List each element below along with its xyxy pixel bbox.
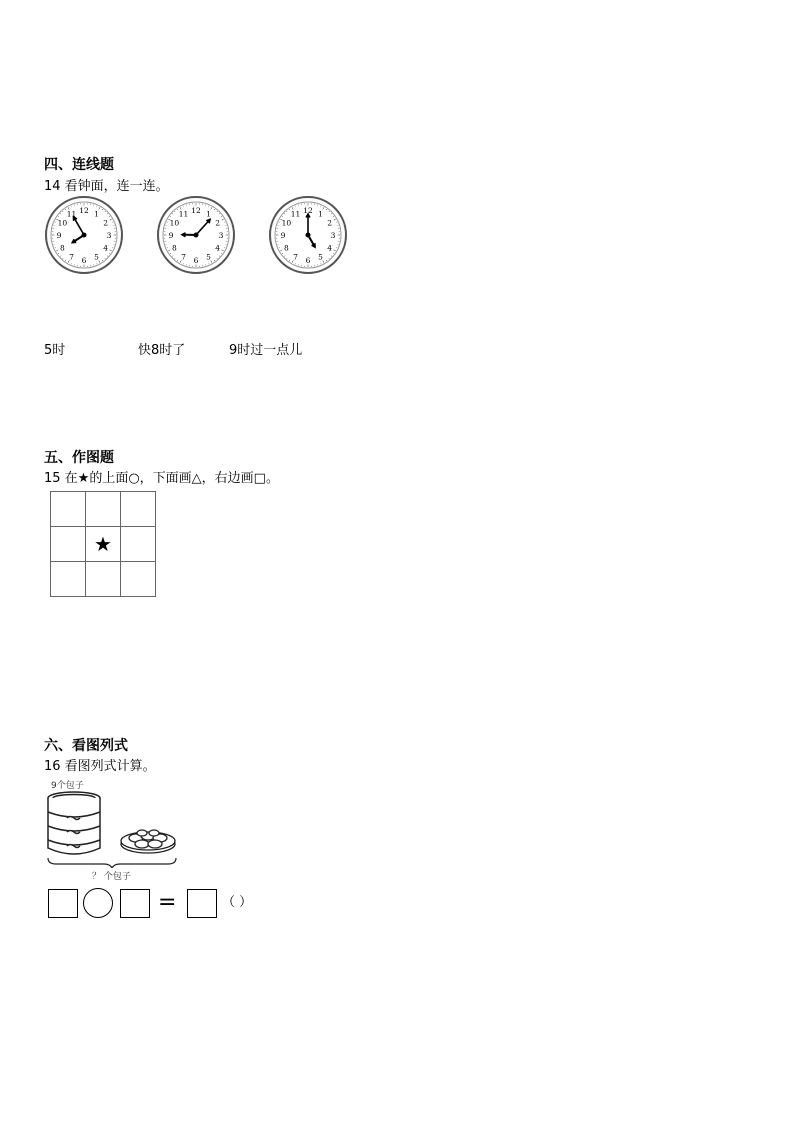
drawing-grid xyxy=(50,491,156,597)
section-5-title: 五、作图题 xyxy=(44,450,114,466)
clock-number: 8 xyxy=(59,243,65,253)
clock-number: 12 xyxy=(303,206,313,215)
clock-number: 1 xyxy=(94,209,99,219)
clock-number: 6 xyxy=(193,256,199,265)
clock-number: 5 xyxy=(318,252,323,262)
clock-number: 10 xyxy=(57,218,68,228)
clock-number: 3 xyxy=(106,231,112,240)
clock-number: 4 xyxy=(327,243,333,253)
clock-number: 7 xyxy=(293,252,298,262)
clock-number: 8 xyxy=(171,243,177,253)
match-label-5: 5时 xyxy=(44,343,66,358)
clock-2 xyxy=(156,195,236,275)
clock-number: 11 xyxy=(178,209,189,219)
clock-number: 1 xyxy=(206,209,211,219)
clock-center-pin xyxy=(306,233,311,238)
bun-plate-icon xyxy=(121,830,175,853)
grid-cell[interactable] xyxy=(51,492,86,527)
clock-number: 6 xyxy=(81,256,87,265)
clock-number: 7 xyxy=(181,252,186,262)
section-4-title: 四、连线题 xyxy=(44,157,114,173)
clock-number: 6 xyxy=(305,256,311,265)
steamer-basket-icon xyxy=(48,792,100,854)
star-icon: ★ xyxy=(86,527,121,562)
clock-number: 5 xyxy=(206,252,211,262)
clock-number: 11 xyxy=(66,209,77,219)
question-16-text: 16 看图列式计算。 xyxy=(44,759,156,774)
answer-box-result[interactable] xyxy=(187,889,217,918)
clock-number: 9 xyxy=(280,231,286,240)
clock-number: 11 xyxy=(290,209,301,219)
clock-number: 9 xyxy=(168,231,174,240)
match-label-almost-8: 快8时了 xyxy=(138,343,186,358)
grid-cell[interactable] xyxy=(121,562,156,597)
clock-number: 7 xyxy=(69,252,74,262)
section-6-title: 六、看图列式 xyxy=(44,738,128,754)
grid-cell-right-of-star[interactable] xyxy=(121,527,156,562)
grid-cell-above-star[interactable] xyxy=(86,492,121,527)
clock-number: 10 xyxy=(169,218,180,228)
clock-number: 3 xyxy=(218,231,224,240)
brace-icon xyxy=(48,858,176,868)
clock-1 xyxy=(44,195,124,275)
clock-center-pin xyxy=(82,233,87,238)
clock-3 xyxy=(268,195,348,275)
clock-number: 1 xyxy=(318,209,323,219)
clock-number: 4 xyxy=(215,243,221,253)
clock-number: 2 xyxy=(215,218,221,228)
clock-number: 4 xyxy=(103,243,109,253)
clock-number: 10 xyxy=(281,218,292,228)
clock-number: 3 xyxy=(330,231,336,240)
question-15-text: 15 在★的上面○，下面画△，右边画□。 xyxy=(44,471,279,486)
clock-number: 12 xyxy=(79,206,89,215)
clock-number: 9 xyxy=(56,231,62,240)
clock-number: 8 xyxy=(283,243,289,253)
operator-circle[interactable] xyxy=(83,888,113,918)
grid-cell[interactable] xyxy=(51,562,86,597)
clock-center-pin xyxy=(194,233,199,238)
question-14-text: 14 看钟面，连一连。 xyxy=(44,179,169,194)
equals-sign: = xyxy=(158,890,177,915)
grid-cell-below-star[interactable] xyxy=(86,562,121,597)
answer-box-1[interactable] xyxy=(48,889,78,918)
steamer-illustration xyxy=(44,788,184,872)
grid-cell[interactable] xyxy=(51,527,86,562)
answer-box-2[interactable] xyxy=(120,889,150,918)
top-label-9-buns: 9个包子 xyxy=(51,781,84,791)
clock-number: 12 xyxy=(191,206,201,215)
clock-number: 2 xyxy=(103,218,109,228)
clock-number: 5 xyxy=(94,252,99,262)
grid-cell[interactable] xyxy=(121,492,156,527)
unit-parentheses[interactable]: （ ） xyxy=(222,895,253,910)
match-label-past-9: 9时过一点儿 xyxy=(229,343,303,358)
bottom-label-unknown-buns: ？ 个包子 xyxy=(92,872,131,882)
clock-number: 2 xyxy=(327,218,333,228)
